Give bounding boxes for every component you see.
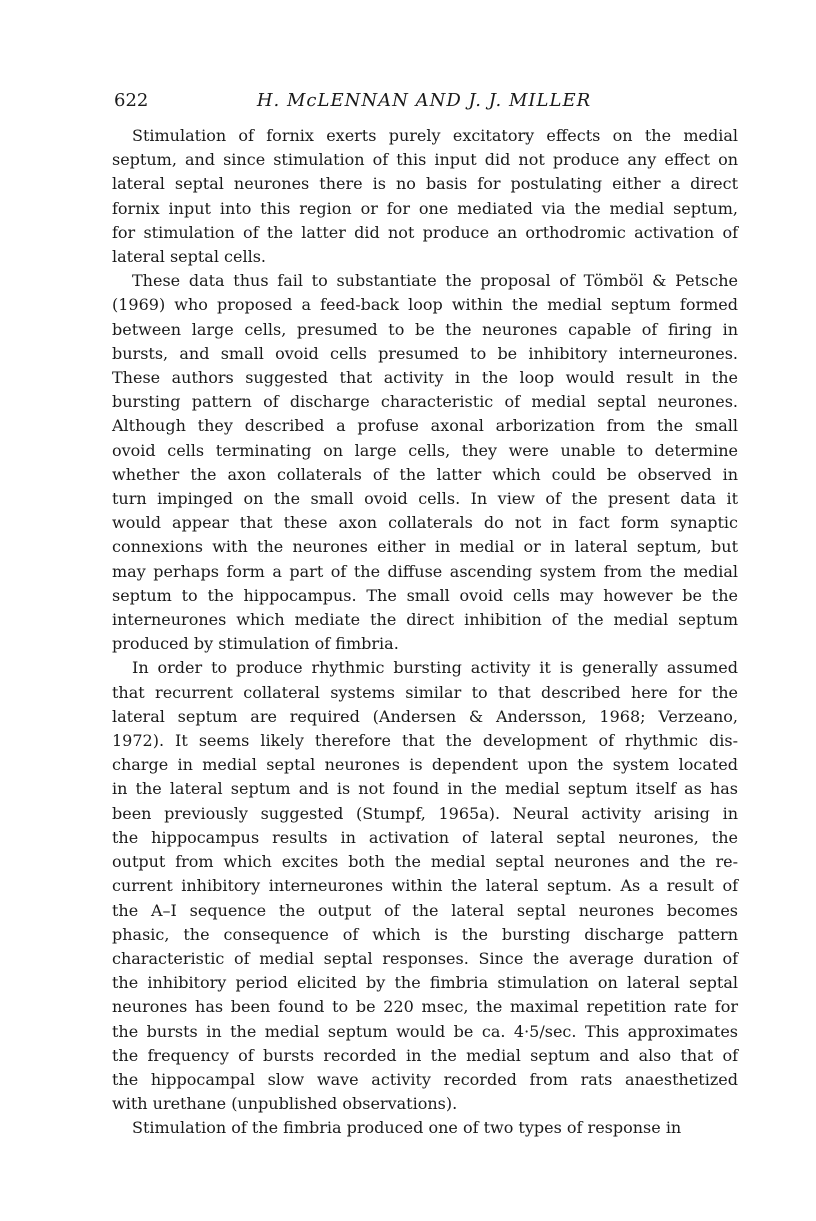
- text-line: Stimulation of the fimbria produced one of two types of response in: [132, 1118, 682, 1138]
- text-line: turn impinged on the small ovoid cells. In view of the present data it: [112, 489, 738, 509]
- paragraph: [112, 269, 738, 656]
- text-line: These authors suggested that activity in the loop would result in the: [112, 368, 738, 388]
- text-line: ovoid cells terminating on large cells, they were unable to determine: [112, 440, 738, 460]
- text-line: that recurrent collateral systems similar to that described here for the: [112, 682, 738, 702]
- text-line: the bursts in the medial septum would be ca. 4·5/sec. This approximates: [112, 1021, 738, 1041]
- text-line: produced by stimulation of fimbria.: [112, 634, 399, 654]
- page-number: 622: [114, 90, 149, 111]
- text-line: Although they described a profuse axonal arborization from the small: [112, 416, 738, 436]
- text-line: would appear that these axon collaterals do not in fact form synaptic: [112, 513, 738, 533]
- text-line: lateral septal cells.: [112, 247, 266, 267]
- text-line: output from which excites both the medial septal neurones and the re-: [112, 852, 738, 872]
- text-line: Stimulation of fornix exerts purely excitatory effects on the medial: [132, 126, 738, 145]
- text-line: with urethane (unpublished observations).: [112, 1094, 458, 1114]
- text-line: lateral septal neurones there is no basis for postulating either a direct: [112, 174, 738, 194]
- text-line: may perhaps form a part of the diffuse ascending system from the medial: [112, 561, 738, 581]
- text-line: whether the axon collaterals of the latter which could be observed in: [112, 464, 738, 484]
- text-line: charge in medial septal neurones is dependent upon the system located: [112, 755, 738, 775]
- page-header: [112, 88, 736, 114]
- text-line: septum to the hippocampus. The small ovoid cells may however be the: [112, 585, 738, 605]
- text-line: neurones has been found to be 220 msec, the maximal repetition rate for: [112, 997, 738, 1017]
- text-line: In order to produce rhythmic bursting activity it is generally assumed: [132, 658, 738, 678]
- text-line: lateral septum are required (Andersen & Andersson, 1968; Verzeano,: [112, 706, 738, 726]
- text-line: between large cells, presumed to be the neurones capable of firing in: [112, 319, 738, 339]
- text-line: the hippocampus results in activation of lateral septal neurones, the: [112, 827, 738, 847]
- text-line: septum, and since stimulation of this input did not produce any effect on: [112, 150, 738, 170]
- text-line: bursts, and small ovoid cells presumed to be inhibitory interneurones.: [112, 343, 738, 363]
- text-line: These data thus fail to substantiate the proposal of Tömböl & Petsche: [132, 271, 738, 291]
- text-line: characteristic of medial septal responses. Since the average duration of: [112, 948, 738, 968]
- text-line: the frequency of bursts recorded in the medial septum and also that of: [112, 1045, 738, 1065]
- text-line: current inhibitory interneurones within the lateral septum. As a result of: [112, 876, 738, 896]
- text-line: connexions with the neurones either in medial or in lateral septum, but: [112, 537, 738, 557]
- text-line: the inhibitory period elicited by the fimbria stimulation on lateral septal: [112, 973, 738, 993]
- paragraph: [112, 1116, 738, 1140]
- running-head: H. McLENNAN AND J. J. MILLER: [256, 90, 592, 111]
- text-line: for stimulation of the latter did not produce an orthodromic activation of: [112, 222, 738, 242]
- text-line: (1969) who proposed a feed-back loop within the medial septum formed: [112, 295, 738, 315]
- text-line: been previously suggested (Stumpf, 1965a). Neural activity arising in: [112, 803, 738, 823]
- paragraph: [112, 124, 738, 269]
- text-line: the A–I sequence the output of the lateral septal neurones becomes: [112, 900, 738, 920]
- paragraph: [112, 656, 738, 1116]
- text-line: 1972). It seems likely therefore that the development of rhythmic dis-: [112, 731, 738, 751]
- text-line: interneurones which mediate the direct inhibition of the medial septum: [112, 610, 738, 630]
- body-text: [112, 124, 738, 1141]
- text-line: bursting pattern of discharge characteristic of medial septal neurones.: [112, 392, 738, 412]
- text-line: fornix input into this region or for one mediated via the medial septum,: [112, 198, 738, 218]
- text-line: in the lateral septum and is not found in the medial septum itself as has: [112, 779, 738, 799]
- text-line: phasic, the consequence of which is the bursting discharge pattern: [112, 924, 738, 944]
- text-line: the hippocampal slow wave activity recorded from rats anaesthetized: [112, 1069, 738, 1089]
